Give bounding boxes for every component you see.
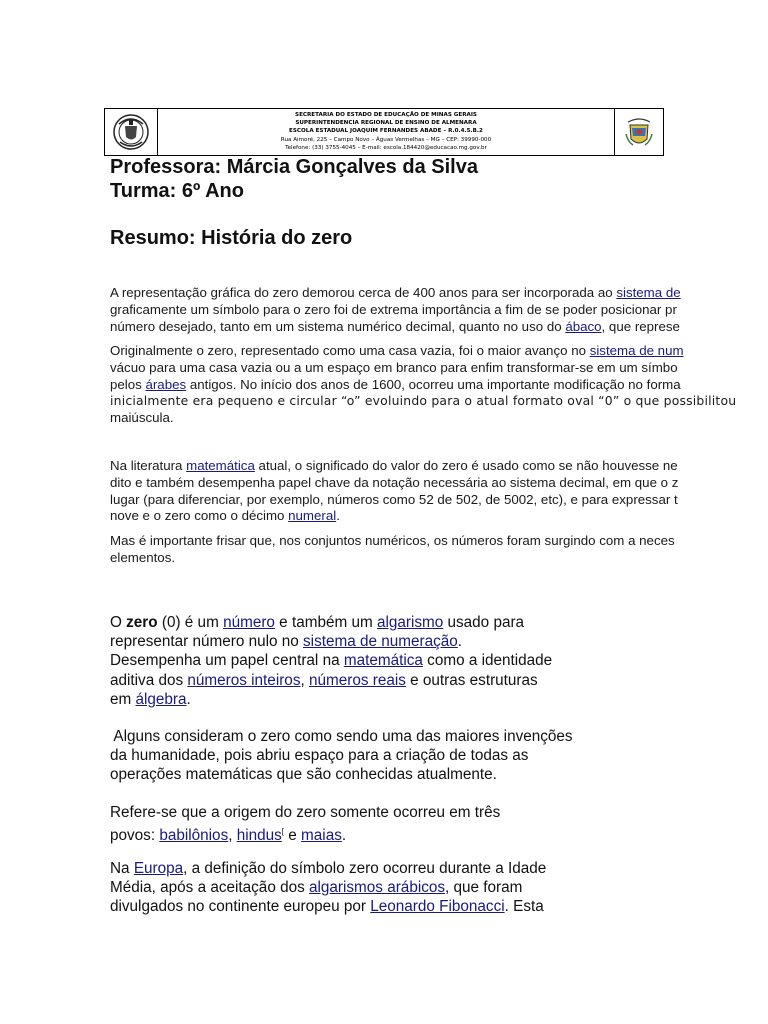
school-emblem-icon (614, 109, 663, 155)
zero-definition (110, 613, 670, 709)
link-sistema-numeracao[interactable]: sistema de num (589, 343, 684, 358)
letterhead-address: Rua Aimoré, 225 – Campo Novo – Águas Vermelhas – MG – CEP: 39990-000 (280, 136, 492, 143)
link-matematica[interactable]: matemática (186, 458, 255, 473)
paragraph-4 (110, 533, 768, 567)
text-line: Alguns consideram o zero como sendo uma das maiores invenções (110, 728, 573, 745)
paragraph-1 (110, 285, 768, 335)
link-sistema-decimal[interactable]: sistema de (616, 285, 681, 300)
text: e outras estruturas (405, 671, 538, 689)
text-line: graficamente um símbolo para o zero foi de extrema importância a fim de se poder posicionar pr (110, 301, 677, 317)
text: , (300, 671, 309, 689)
link-abaco[interactable]: ábaco (565, 318, 602, 334)
text: A representação gráfica do zero demorou cerca de 400 anos para ser incorporada ao (110, 285, 617, 300)
text-line: dito e também desempenha papel chave da notação necessária ao sistema decimal, em que o z (110, 474, 679, 490)
text-line: lugar (para diferenciar, por exemplo, números como 52 de 502, de 5002, etc), e para expressar t (110, 491, 678, 507)
bold-term: zero (126, 614, 158, 631)
link-numeros-inteiros[interactable]: números inteiros (187, 671, 301, 689)
class-title: Turma: 6º Ano (110, 180, 244, 202)
paragraph-2 (110, 343, 768, 427)
text: , que foram (445, 879, 523, 897)
link-maias[interactable]: maias (301, 827, 342, 845)
link-babilonios[interactable]: babilônios (159, 827, 229, 845)
text-line: operações matemáticas que são conhecidas atualmente. (110, 766, 497, 784)
text: povos: (110, 827, 160, 845)
letterhead-line: SUPERINTENDENCIA REGIONAL DE ENSINO DE ALMENARA (295, 120, 477, 127)
text: , (228, 827, 237, 845)
text: Na (110, 860, 134, 877)
text: atual, o significado do valor do zero é usado como se não houvesse ne (254, 458, 678, 473)
text-line: da humanidade, pois abriu espaço para a criação de todas as (110, 747, 529, 765)
link-algarismos-arabicos[interactable]: algarismos arábicos (309, 879, 446, 897)
text: aditiva dos (110, 671, 188, 689)
zero-europe (110, 859, 670, 917)
text: . (186, 690, 191, 708)
text: divulgados no continente europeu por (110, 898, 371, 916)
text-line: vácuo para uma casa vazia ou a um espaço em branco para enfim transformar-se em um símbo (110, 359, 678, 375)
zero-origin (110, 803, 670, 846)
letterhead-contact: Telefone: (33) 3755-4045 – E-mail: escola.184420@educacao.mg.gov.br (285, 144, 487, 151)
text: , que represe (601, 318, 680, 334)
link-arabes[interactable]: árabes (145, 376, 187, 392)
text: e (284, 827, 302, 845)
text: e também um (274, 614, 377, 631)
text-line: Mas é importante frisar que, nos conjuntos numéricos, os números foram surgindo com a neces (110, 533, 675, 548)
link-europa[interactable]: Europa (133, 860, 184, 877)
text: Desempenha um papel central na (110, 652, 344, 670)
footnote-mark[interactable]: [ (281, 827, 285, 837)
link-hindus[interactable]: hindus (236, 827, 282, 845)
link-sistema-de-numeracao[interactable]: sistema de numeração (303, 633, 458, 651)
letterhead (104, 108, 664, 156)
letterhead-line: SECRETARIA DO ESTADO DE EDUCAÇÃO DE MINAS GERAIS (295, 112, 477, 118)
text: usado para (443, 614, 525, 631)
link-algarismo[interactable]: algarismo (376, 614, 444, 631)
paragraph-3 (110, 458, 768, 525)
link-numero[interactable]: número (223, 614, 275, 631)
letterhead-text (158, 109, 614, 155)
link-numeros-reais[interactable]: números reais (308, 671, 406, 689)
text-line: elementos. (110, 549, 176, 565)
link-numeral[interactable]: numeral (288, 508, 337, 524)
text: Média, após a aceitação dos (110, 879, 309, 897)
text: nove e o zero como o décimo (110, 508, 289, 524)
text: . Esta (504, 898, 544, 916)
summary-title: Resumo: História do zero (110, 227, 353, 249)
link-leonardo-fibonacci[interactable]: Leonardo Fibonacci (370, 898, 505, 916)
text: . (457, 633, 463, 651)
text: . (341, 827, 347, 845)
text: em (110, 690, 136, 708)
text: representar número nulo no (110, 633, 304, 651)
text: Originalmente o zero, representado como uma casa vazia, foi o maior avanço no (110, 343, 590, 358)
text: número desejado, tanto em um sistema numérico decimal, quanto no uso do (110, 318, 566, 334)
text: , a definição do símbolo zero ocorreu durante a Idade (183, 860, 547, 877)
state-coat-of-arms-icon (105, 109, 158, 155)
text: (0) é um (157, 614, 224, 631)
zero-invention (110, 727, 670, 785)
text: como a identidade (422, 652, 553, 670)
text-line: inicialmente era pequeno e circular “o” evoluindo para o atual formato oval “0” o que possibilitou (110, 393, 737, 409)
link-matematica-2[interactable]: matemática (343, 652, 423, 670)
text: O (110, 614, 127, 631)
text: . (336, 508, 340, 524)
text: Na literatura (110, 458, 187, 473)
text: antigos. No início dos anos de 1600, ocorreu uma importante modificação no forma (186, 376, 681, 392)
letterhead-line: ESCOLA ESTADUAL JOAQUIM FERNANDES ABADE – R.0.4.5.B.2 (289, 128, 483, 135)
teacher-name: Professora: Márcia Gonçalves da Silva (110, 156, 478, 178)
text: pelos (110, 376, 146, 392)
text-line: Refere-se que a origem do zero somente ocorreu em três (110, 804, 501, 821)
link-algebra[interactable]: álgebra (135, 690, 187, 708)
text-line: maiúscula. (110, 410, 174, 426)
